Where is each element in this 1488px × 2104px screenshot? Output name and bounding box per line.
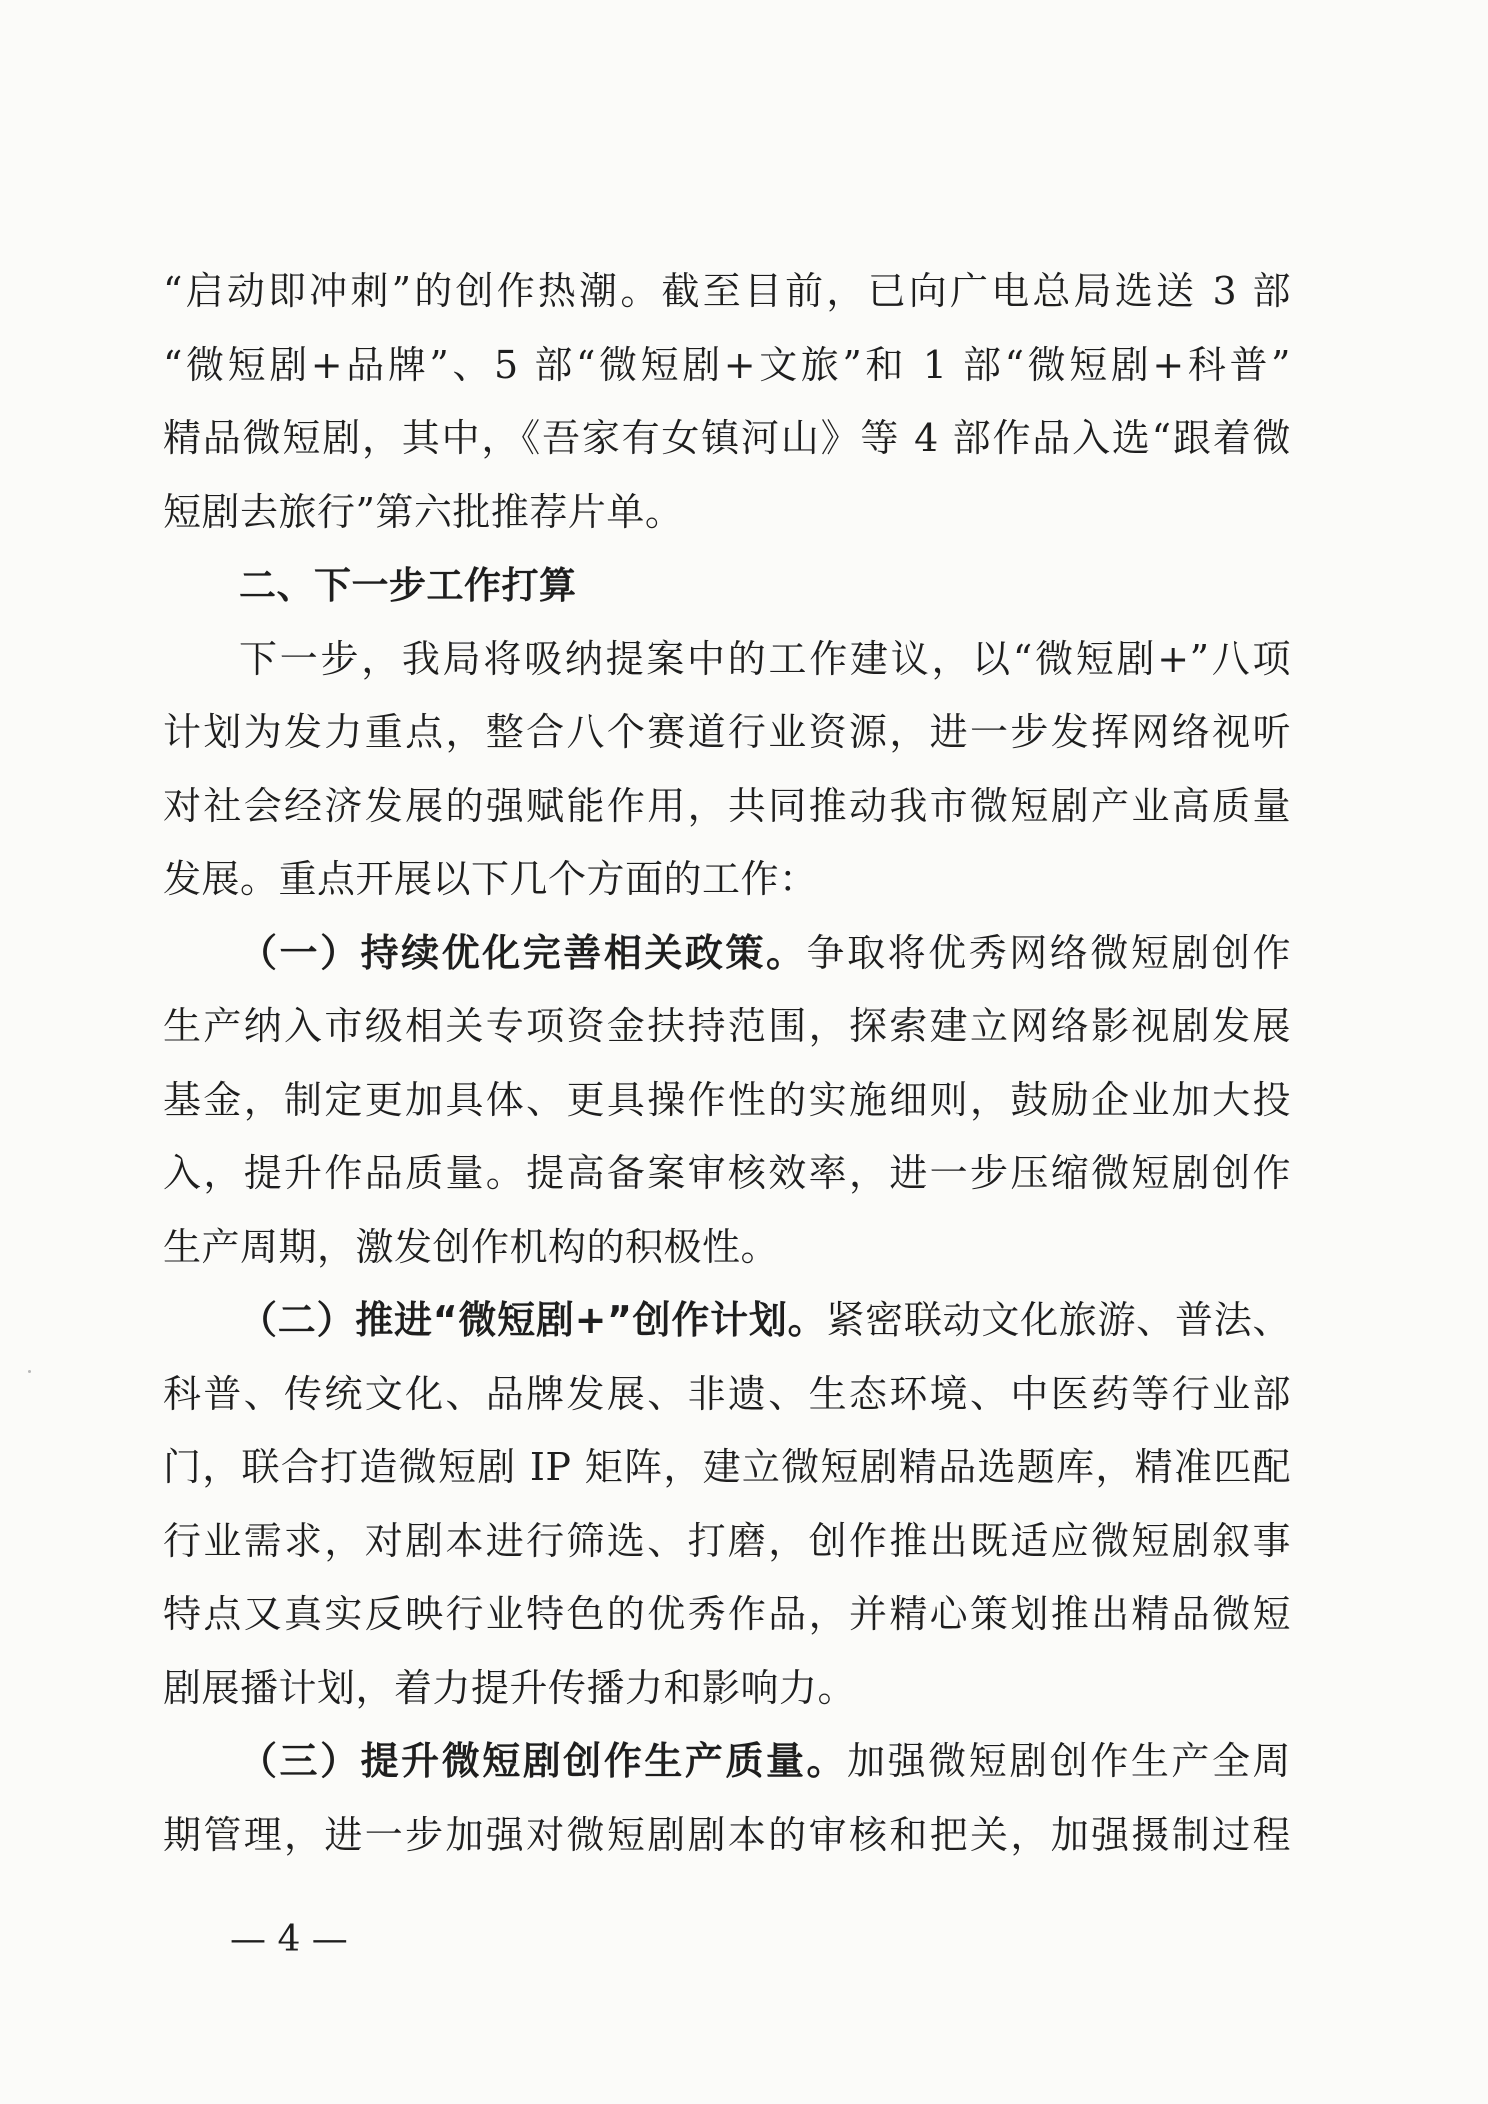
text-line: 生产周期，激发创作机构的积极性。 <box>163 1224 780 1269</box>
text-line: 剧展播计划，着力提升传播力和影响力。 <box>163 1665 857 1710</box>
body-text <box>163 255 1291 1872</box>
text-line: 短剧去旅行”第六批推荐片单。 <box>163 489 684 534</box>
text-line: 行业需求，对剧本进行筛选、打磨，创作推出既适应微短剧叙事 <box>163 1518 1291 1563</box>
page-number: — 4 — <box>230 1919 348 1960</box>
subsection-text: 争取将优秀网络微短剧创作 <box>806 930 1291 975</box>
section-heading: 二、下一步工作打算 <box>239 564 577 607</box>
text-line: 发展。重点开展以下几个方面的工作： <box>163 857 818 901</box>
subsection-title: （二）推进“微短剧+”创作计划。 <box>239 1298 827 1342</box>
text-line: “启动即冲刺”的创作热潮。截至目前，已向广电总局选送 3 部 <box>163 269 1291 313</box>
subsection-line <box>163 917 1291 991</box>
text-line: 门，联合打造微短剧 IP 矩阵，建立微短剧精品选题库，精准匹配 <box>163 1445 1291 1489</box>
text-line: 对社会经济发展的强赋能作用，共同推动我市微短剧产业高质量 <box>163 783 1291 828</box>
text-line: 入，提升作品质量。提高备案审核效率，进一步压缩微短剧创作 <box>163 1151 1291 1195</box>
subsection-title: （一）持续优化完善相关政策。 <box>239 930 807 975</box>
scan-artifact <box>28 1370 31 1373</box>
subsection-text: 加强微短剧创作生产全周 <box>847 1739 1291 1783</box>
text-line: 下一步，我局将吸纳提案中的工作建议，以“微短剧+”八项 <box>239 636 1291 681</box>
text-line: 科普、传统文化、品牌发展、非遗、生态环境、中医药等行业部 <box>163 1371 1291 1416</box>
text-line: 精品微短剧，其中，《吾家有女镇河山》等 4 部作品入选“跟着微 <box>163 416 1291 460</box>
text-line: 生产纳入市级相关专项资金扶持范围，探索建立网络影视剧发展 <box>163 1004 1291 1048</box>
subsection-line <box>163 1284 1291 1358</box>
text-line: 计划为发力重点，整合八个赛道行业资源，进一步发挥网络视听 <box>163 710 1291 754</box>
text-line: 期管理，进一步加强对微短剧剧本的审核和把关，加强摄制过程 <box>163 1812 1291 1857</box>
text-line: “微短剧+品牌”、5 部“微短剧+文旅”和 1 部“微短剧+科普” <box>163 342 1291 387</box>
text-line: 基金，制定更加具体、更具操作性的实施细则，鼓励企业加大投 <box>163 1077 1291 1122</box>
subsection-title: （三）提升微短剧创作生产质量。 <box>239 1739 848 1783</box>
text-line: 特点又真实反映行业特色的优秀作品，并精心策划推出精品微短 <box>163 1592 1291 1636</box>
subsection-text: 紧密联动文化旅游、普法、 <box>826 1298 1291 1342</box>
subsection-line <box>163 1725 1291 1799</box>
